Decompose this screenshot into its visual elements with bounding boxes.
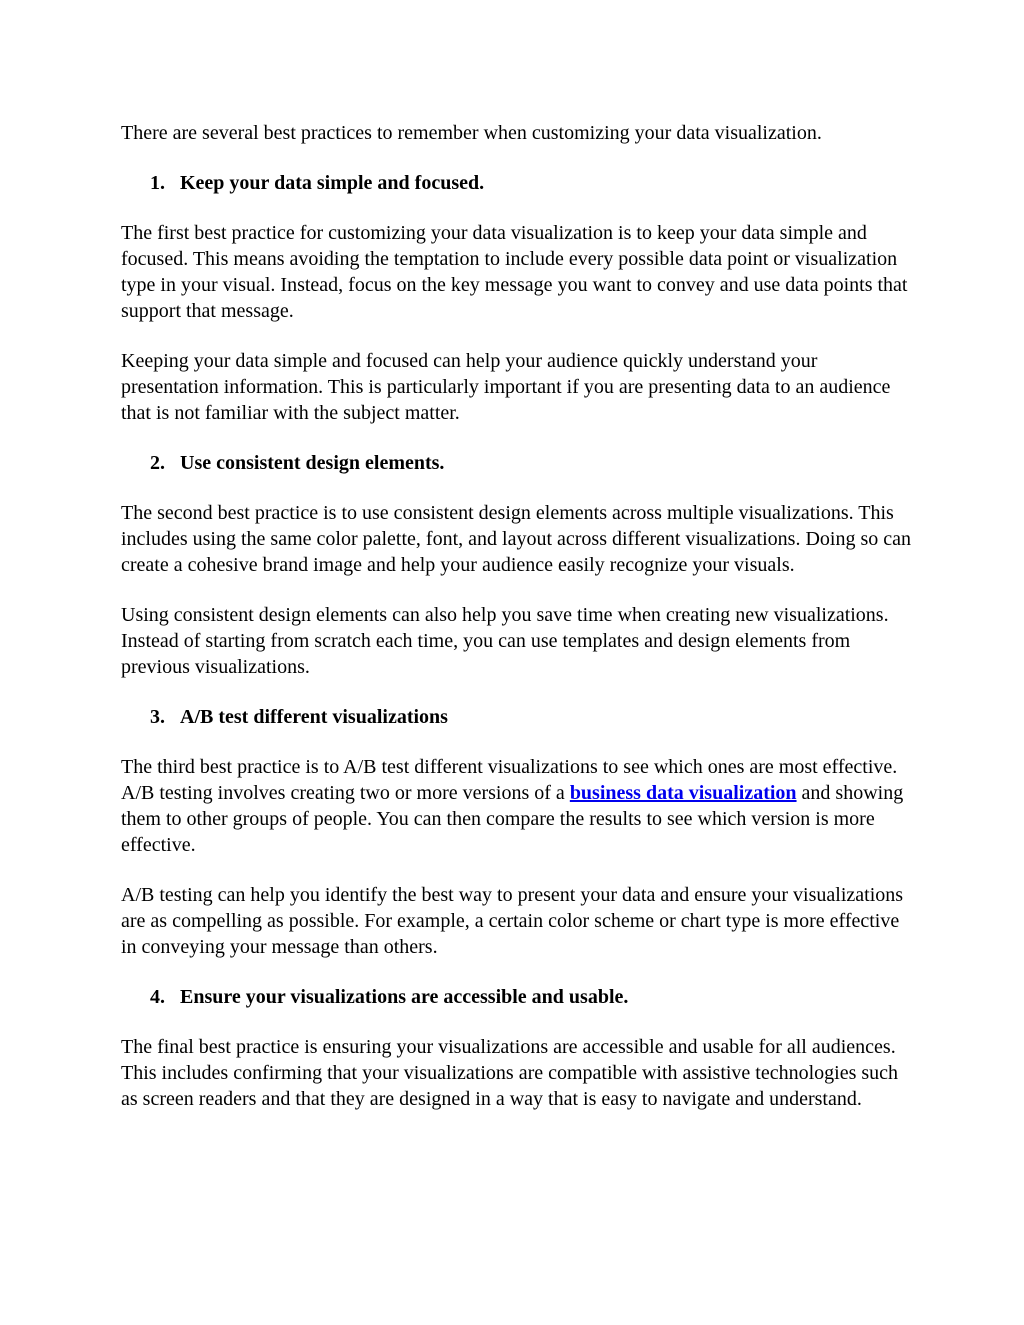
section-number-4: 4. [150,986,165,1008]
section-4-paragraph-1: The final best practice is ensuring your visualizations are accessible and usable for all audiences. This includes confirming that your visualizations are compatible with assistive technologies such as screen readers and that they are designed in a way that is easy to navigate and understand. [121,1036,899,1110]
section-2-paragraph-2: Using consistent design elements can also help you save time when creating new visualizations. Instead of starting from scratch each time, you can use templates and design elements from previous visualizations. [121,604,889,678]
section-1-paragraph-2: Keeping your data simple and focused can help your audience quickly understand your presentation information. This is particularly important if you are presenting data to an audience that is not familiar with the subject matter. [121,350,891,424]
section-title-3: A/B test different visualizations [180,706,448,728]
section-3-paragraph-1-end: and showing them to other groups of people. You can then compare the results to see which version is more effective. [121,782,904,856]
section-3-paragraph-2: A/B testing can help you identify the best way to present your data and ensure your visualizations are as compelling as possible. For example, a certain color scheme or chart type is more effective in conveying your message than others. [121,884,904,958]
section-heading-3 [121,704,911,730]
section-number-1: 1. [150,172,165,194]
section-number-2: 2. [150,452,165,474]
section-3-paragraph-1-start: The third best practice is to A/B test different visualizations to see which ones are most effective. A/B testing involves creating two or more versions of a [121,756,898,804]
section-1-paragraph-1: The first best practice for customizing your data visualization is to keep your data simple and focused. This means avoiding the temptation to include every possible data point or visualization type in your visual. Instead, focus on the key message you want to convey and use data points that support that message. [121,222,908,322]
section-3-paragraph-1 [121,754,911,858]
section-number-3: 3. [150,706,165,728]
section-2-paragraph-1: The second best practice is to use consistent design elements across multiple visualizations. This includes using the same color palette, font, and layout across different visualizations. Doing so can create a cohesive brand image and help your audience easily recognize your visuals. [121,502,911,576]
section-heading-1 [121,170,911,196]
document-page [121,120,911,1136]
business-data-visualization-link[interactable]: business data visualization [569,782,797,804]
intro-paragraph: There are several best practices to remember when customizing your data visualization. [121,122,822,144]
section-title-1: Keep your data simple and focused. [180,172,485,194]
section-title-2: Use consistent design elements. [180,452,445,474]
section-heading-2 [121,450,911,476]
section-heading-4 [121,984,911,1010]
section-title-4: Ensure your visualizations are accessible and usable. [180,986,629,1008]
